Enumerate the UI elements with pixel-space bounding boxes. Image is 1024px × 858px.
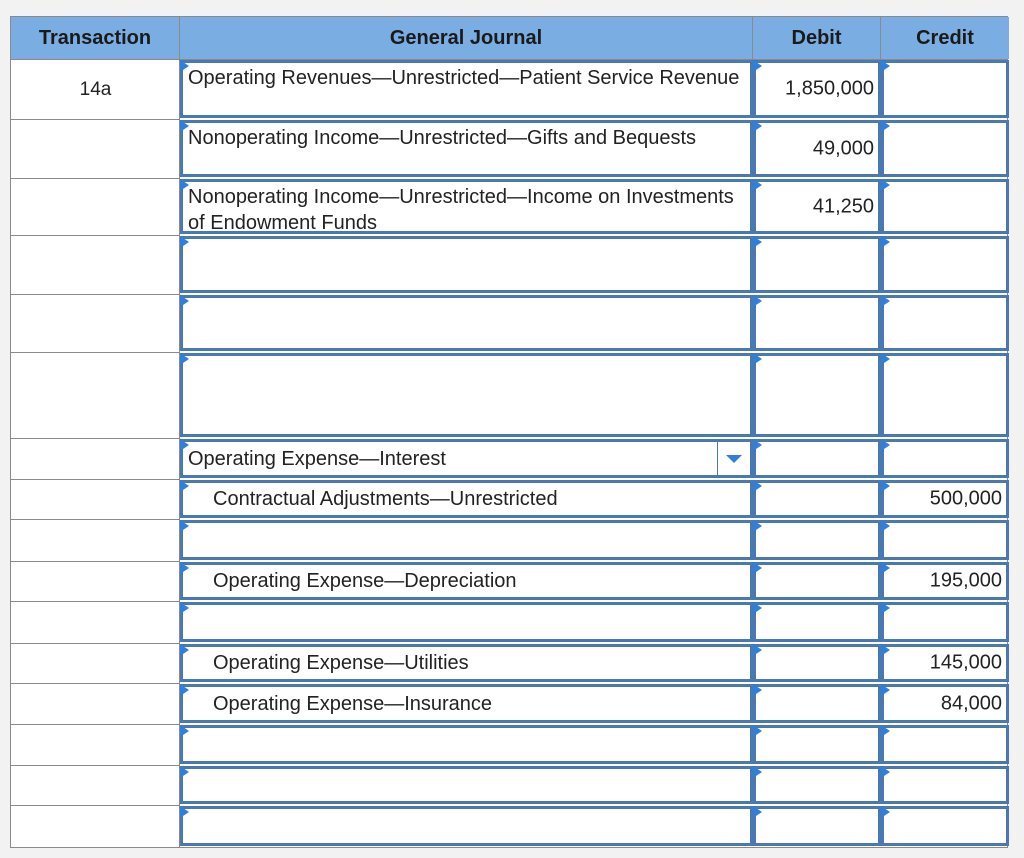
- transaction-cell: [11, 684, 180, 725]
- journal-row: [11, 602, 1009, 644]
- debit-input[interactable]: [753, 520, 881, 560]
- account-name: Contractual Adjustments—Unrestricted: [213, 488, 558, 510]
- transaction-cell: [11, 602, 180, 644]
- debit-input[interactable]: [753, 236, 881, 293]
- journal-row: [11, 562, 1009, 602]
- journal-row: [11, 60, 1009, 120]
- header-credit: Credit: [881, 17, 1009, 59]
- credit-amount: 145,000: [929, 651, 1002, 674]
- chevron-down-icon[interactable]: [717, 442, 750, 475]
- account-input[interactable]: [180, 725, 753, 764]
- credit-input[interactable]: [881, 60, 1009, 118]
- transaction-cell: [11, 520, 180, 562]
- credit-input[interactable]: [881, 439, 1009, 478]
- debit-amount: 1,850,000: [785, 77, 874, 100]
- account-name: Nonoperating Income—Unrestricted—Gifts and Bequests: [188, 127, 697, 149]
- credit-input[interactable]: [881, 684, 1009, 723]
- account-input[interactable]: [180, 684, 753, 723]
- account-input[interactable]: [180, 353, 753, 437]
- debit-input[interactable]: [753, 562, 881, 600]
- credit-input[interactable]: [881, 520, 1009, 560]
- debit-input[interactable]: [753, 295, 881, 351]
- debit-input[interactable]: [753, 439, 881, 478]
- debit-input[interactable]: [753, 766, 881, 804]
- transaction-cell: [11, 120, 180, 179]
- journal-row: [11, 353, 1009, 439]
- account-input[interactable]: [180, 602, 753, 642]
- transaction-cell: [11, 295, 180, 353]
- account-input[interactable]: [180, 120, 753, 177]
- credit-input[interactable]: [881, 766, 1009, 804]
- debit-amount: 41,250: [812, 195, 874, 217]
- transaction-cell: [11, 562, 180, 602]
- debit-input[interactable]: [753, 725, 881, 764]
- account-name: Nonoperating Income—Unrestricted—Income on Investments of Endowment Funds: [188, 186, 734, 234]
- credit-amount: 500,000: [929, 487, 1002, 510]
- header-debit: Debit: [753, 17, 881, 59]
- account-input[interactable]: [180, 806, 753, 846]
- account-input[interactable]: [180, 520, 753, 560]
- transaction-cell: [11, 766, 180, 806]
- account-name: Operating Expense—Depreciation: [213, 570, 517, 592]
- debit-input[interactable]: [753, 179, 881, 234]
- transaction-cell: 14a: [11, 60, 180, 120]
- debit-input[interactable]: [753, 120, 881, 177]
- debit-input[interactable]: [753, 480, 881, 518]
- journal-row: [11, 520, 1009, 562]
- credit-amount: 195,000: [929, 569, 1002, 592]
- account-input[interactable]: [180, 562, 753, 600]
- transaction-cell: [11, 439, 180, 480]
- account-name: Operating Expense—Interest: [188, 447, 446, 470]
- debit-input[interactable]: [753, 353, 881, 437]
- credit-input[interactable]: [881, 602, 1009, 642]
- journal-row: [11, 480, 1009, 520]
- debit-input[interactable]: [753, 602, 881, 642]
- credit-input[interactable]: [881, 806, 1009, 846]
- debit-amount: 49,000: [812, 137, 874, 159]
- account-name: Operating Expense—Utilities: [213, 652, 469, 674]
- credit-input[interactable]: [881, 644, 1009, 682]
- journal-row: [11, 806, 1009, 848]
- credit-input[interactable]: [881, 562, 1009, 600]
- account-select[interactable]: [180, 439, 753, 478]
- account-input[interactable]: [180, 60, 753, 118]
- debit-input[interactable]: [753, 684, 881, 723]
- credit-input[interactable]: [881, 295, 1009, 351]
- credit-amount: 84,000: [940, 692, 1002, 714]
- account-input[interactable]: [180, 295, 753, 351]
- journal-row: [11, 766, 1009, 806]
- credit-input[interactable]: [881, 120, 1009, 177]
- credit-input[interactable]: [881, 179, 1009, 234]
- transaction-cell: [11, 179, 180, 236]
- credit-input[interactable]: [881, 236, 1009, 293]
- account-input[interactable]: [180, 179, 753, 234]
- transaction-cell: [11, 806, 180, 848]
- transaction-cell: [11, 644, 180, 684]
- journal-row: [11, 644, 1009, 684]
- credit-input[interactable]: [881, 353, 1009, 437]
- account-input[interactable]: [180, 480, 753, 518]
- transaction-cell: [11, 353, 180, 439]
- account-input[interactable]: [180, 766, 753, 804]
- header-general-journal: General Journal: [180, 17, 753, 59]
- debit-input[interactable]: [753, 644, 881, 682]
- debit-input[interactable]: [753, 806, 881, 846]
- credit-input[interactable]: [881, 725, 1009, 764]
- journal-row: [11, 295, 1009, 353]
- journal-row: [11, 120, 1009, 179]
- account-input[interactable]: [180, 236, 753, 293]
- header-transaction: Transaction: [11, 17, 180, 59]
- account-input[interactable]: [180, 644, 753, 682]
- account-name: Operating Revenues—Unrestricted—Patient Service Revenue: [188, 67, 740, 89]
- transaction-cell: [11, 725, 180, 766]
- journal-row: [11, 439, 1009, 480]
- journal-row: [11, 236, 1009, 295]
- journal-row: [11, 725, 1009, 766]
- credit-input[interactable]: [881, 480, 1009, 518]
- transaction-cell: [11, 480, 180, 520]
- account-name: Operating Expense—Insurance: [213, 692, 493, 715]
- journal-row: [11, 684, 1009, 725]
- debit-input[interactable]: [753, 60, 881, 118]
- general-journal-table: [10, 16, 1008, 848]
- transaction-cell: [11, 236, 180, 295]
- journal-row: [11, 179, 1009, 236]
